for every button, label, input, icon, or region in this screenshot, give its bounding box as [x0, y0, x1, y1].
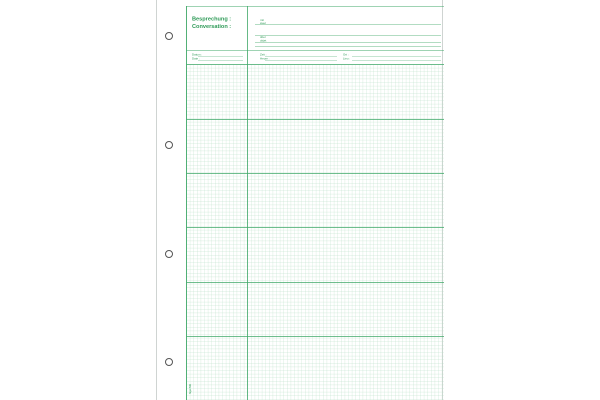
with-label-fr: avec — [260, 21, 267, 25]
graph-grid — [187, 65, 445, 400]
subject-label-de: über — [260, 35, 266, 39]
notepad-page — [156, 0, 443, 400]
time-label-fr: Heure : — [260, 56, 270, 61]
subject-label-fr: objet — [260, 38, 267, 43]
time-label-de: Zeit : — [260, 52, 267, 57]
place-label-de: Ort : — [343, 52, 349, 57]
form-rules — [187, 6, 445, 400]
date-label-fr: Date : — [192, 56, 200, 61]
form-code: Sigel 506 — [189, 384, 192, 394]
title-fr: Conversation : — [192, 24, 232, 30]
form-sheet — [157, 0, 444, 400]
place-label-fr: Lieu : — [343, 56, 351, 61]
date-label-de: Datum : — [192, 52, 203, 57]
with-label-de: mit — [260, 18, 264, 22]
title-de: Besprechung : — [192, 16, 232, 23]
